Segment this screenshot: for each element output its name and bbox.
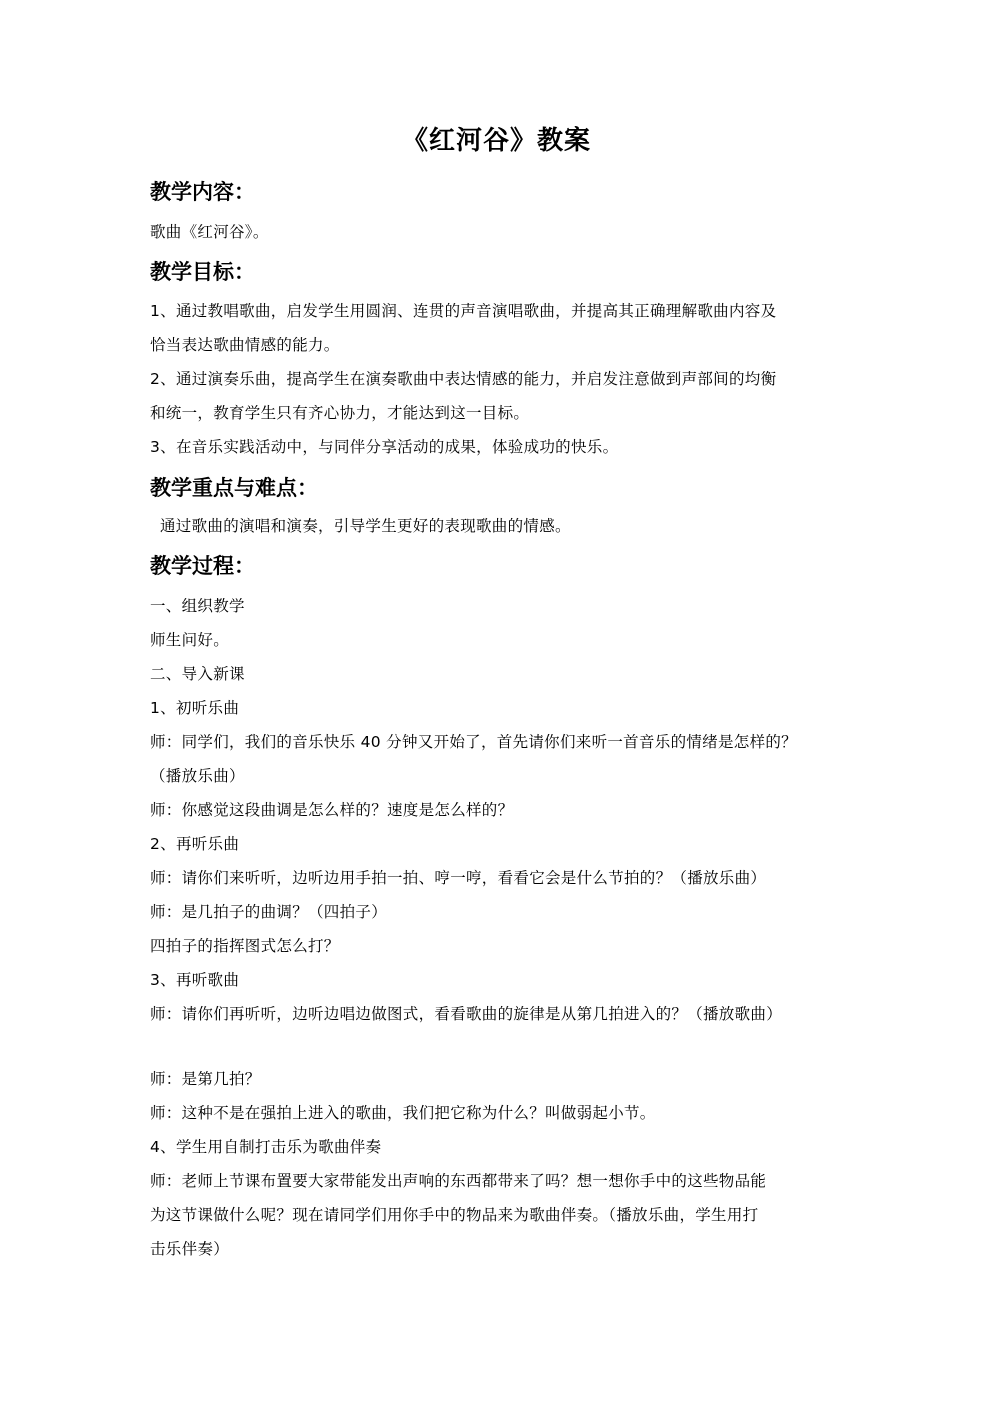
goal-3: 3、在音乐实践活动中，与同伴分享活动的成果，体验成功的快乐。 — [150, 438, 619, 456]
goal-2-line-1: 2、通过演奏乐曲，提高学生在演奏歌曲中表达情感的能力，并启发注意做到声部间的均衡 — [150, 370, 777, 388]
process-line: 为这节课做什么呢？现在请同学们用你手中的物品来为歌曲伴奏。（播放乐曲，学生用打 — [150, 1206, 759, 1224]
process-line: 师生问好。 — [150, 631, 230, 649]
goal-2-line-2: 和统一，教育学生只有齐心协力，才能达到这一目标。 — [150, 404, 530, 422]
paragraph-key-points: 通过歌曲的演唱和演奏，引导学生更好的表现歌曲的情感。 — [160, 517, 571, 535]
process-line: 师：老师上节课布置要大家带能发出声响的东西都带来了吗？想一想你手中的这些物品能 — [150, 1172, 767, 1190]
process-line: 师：同学们，我们的音乐快乐 40 分钟又开始了，首先请你们来听一首音乐的情绪是怎样的？ — [150, 733, 797, 751]
process-line: 师：你感觉这段曲调是怎么样的？速度是怎么样的？ — [150, 801, 514, 819]
process-line: 师：请你们来听听，边听边用手拍一拍、哼一哼，看看它会是什么节拍的？（播放乐曲） — [150, 869, 767, 887]
process-line: 4、学生用自制打击乐为歌曲伴奏 — [150, 1138, 382, 1156]
goal-1-line-2: 恰当表达歌曲情感的能力。 — [150, 336, 340, 354]
process-line: （播放乐曲） — [150, 767, 245, 785]
process-line: 2、再听乐曲 — [150, 835, 240, 853]
process-line: 师：是第几拍？ — [150, 1070, 261, 1088]
process-line: 一、组织教学 — [150, 597, 245, 615]
goal-1-line-1: 1、通过教唱歌曲，启发学生用圆润、连贯的声音演唱歌曲，并提高其正确理解歌曲内容及 — [150, 302, 777, 320]
process-line: 击乐伴奏） — [150, 1240, 230, 1258]
process-line: 师：请你们再听听，边听边唱边做图式，看看歌曲的旋律是从第几拍进入的？（播放歌曲） — [150, 1005, 783, 1023]
heading-teaching-process: 教学过程： — [150, 554, 255, 578]
process-line: 师：这种不是在强拍上进入的歌曲，我们把它称为什么？叫做弱起小节。 — [150, 1104, 656, 1122]
paragraph-content: 歌曲《红河谷》。 — [150, 223, 269, 241]
heading-key-points: 教学重点与难点： — [150, 476, 318, 500]
process-line: 四拍子的指挥图式怎么打？ — [150, 937, 340, 955]
process-line: 师：是几拍子的曲调？（四拍子） — [150, 903, 388, 921]
heading-teaching-goals: 教学目标： — [150, 260, 255, 284]
document-title: 《红河谷》教案 — [401, 126, 591, 156]
process-line: 1、初听乐曲 — [150, 699, 240, 717]
process-line: 二、导入新课 — [150, 665, 245, 683]
heading-teaching-content: 教学内容： — [150, 180, 255, 204]
process-line: 3、再听歌曲 — [150, 971, 240, 989]
